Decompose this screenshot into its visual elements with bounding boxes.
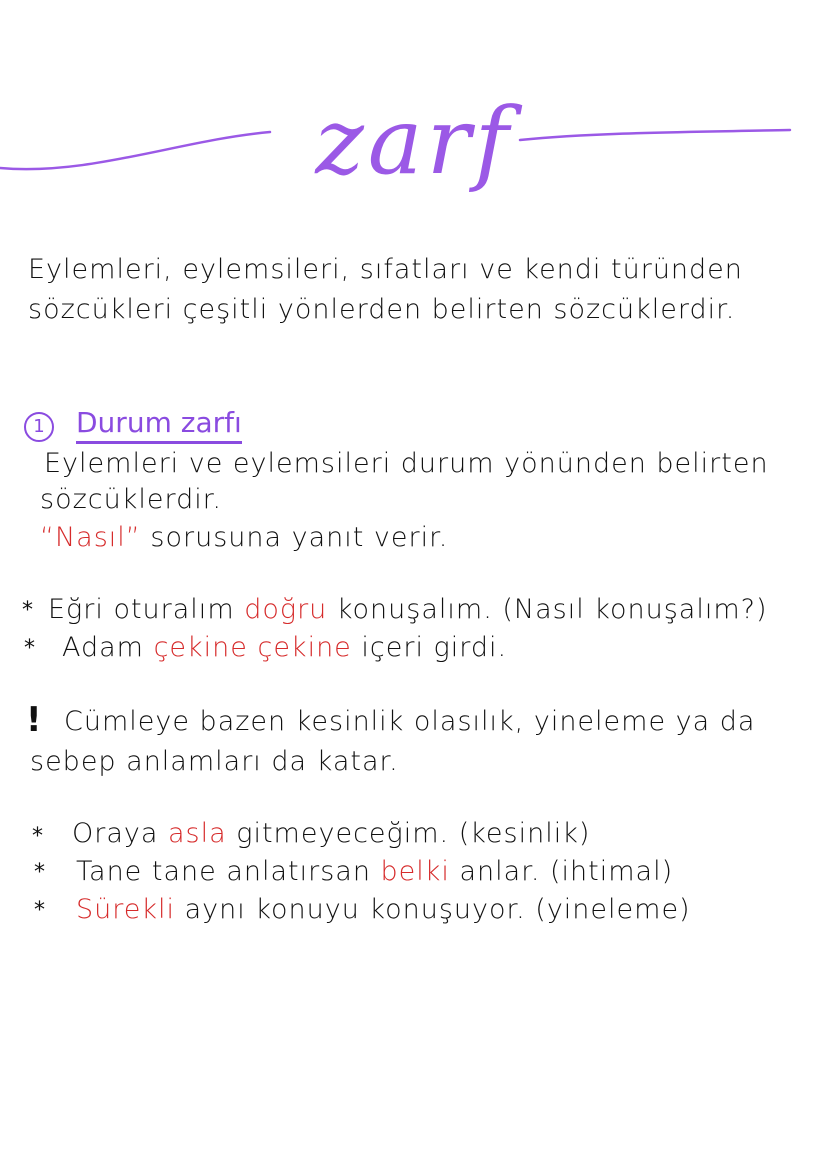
example-highlight: Sürekli	[76, 894, 176, 925]
note-line-2: sebep anlamları da katar.	[30, 746, 399, 777]
example-text: anlar. (ihtimal)	[449, 856, 674, 887]
example-text: Tane tane anlatırsan	[76, 856, 381, 887]
question-word: “Nasıl”	[40, 522, 141, 553]
note-line-1: Cümleye bazen kesinlik olasılık, yineleme ya da	[64, 706, 756, 737]
bullet-star-icon: *	[22, 598, 33, 623]
definition-line-1: Eylemleri, eylemsileri, sıfatları ve kendi türünden	[28, 254, 743, 285]
bullet-star-icon: *	[34, 898, 45, 923]
example-highlight: belki	[380, 856, 450, 887]
section-desc-line-2: sözcüklerdir.	[40, 484, 222, 515]
example-text: aynı konuyu konuşuyor. (yineleme)	[175, 894, 691, 925]
example-row	[72, 818, 590, 849]
example-row	[62, 632, 507, 663]
section-desc-line-1: Eylemleri ve eylemsileri durum yönünden belirten	[44, 448, 769, 479]
example-text: Adam	[62, 632, 154, 663]
question-rest: sorusuna yanıt verir.	[150, 522, 449, 553]
example-text: gitmeyeceğim. (kesinlik)	[226, 818, 591, 849]
bullet-star-icon: *	[34, 860, 45, 885]
example-row	[48, 594, 768, 625]
example-text: konuşalım. (Nasıl konuşalım?)	[327, 594, 768, 625]
example-highlight: doğru	[244, 594, 328, 625]
bullet-star-icon: *	[24, 636, 35, 661]
question-line	[40, 522, 448, 553]
example-row	[76, 856, 673, 887]
example-row	[76, 894, 691, 925]
section-number: 1	[24, 412, 54, 442]
example-text: Eğri oturalım	[48, 594, 245, 625]
example-highlight: çekine çekine	[153, 632, 352, 663]
bullet-star-icon: *	[32, 824, 43, 849]
definition-line-2: sözcükleri çeşitli yönlerden belirten sözcüklerdir.	[28, 294, 736, 325]
example-text: içeri girdi.	[351, 632, 508, 663]
section-title: Durum zarfı	[76, 406, 242, 444]
example-highlight: asla	[168, 818, 227, 849]
example-text: Oraya	[72, 818, 169, 849]
page-title: zarf	[315, 88, 513, 195]
exclamation-icon: !	[26, 700, 42, 740]
